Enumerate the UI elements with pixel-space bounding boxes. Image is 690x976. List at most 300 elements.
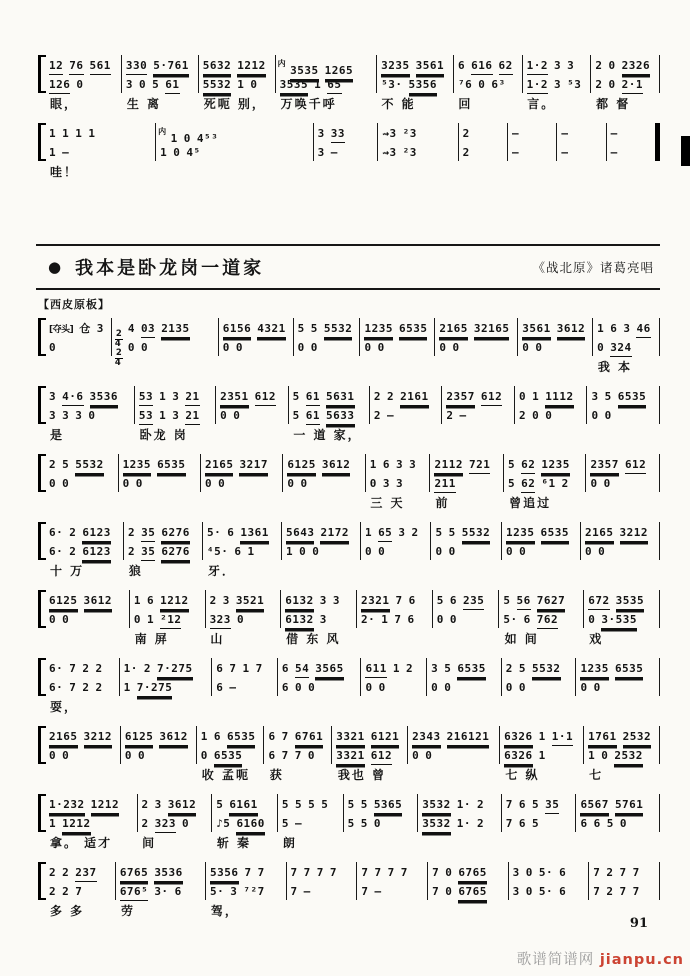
- note-token: 0: [88, 409, 96, 422]
- note-token: 6: [593, 817, 601, 830]
- lyrics-cell: 收 孟呃: [201, 768, 250, 782]
- note-token: 6326: [504, 747, 533, 765]
- note-token: 6: [268, 730, 276, 743]
- note-token: 3: [554, 59, 562, 72]
- note-token: 6: [523, 613, 531, 626]
- note-token: 1265: [325, 62, 354, 80]
- inline-annotation: 内: [277, 59, 287, 68]
- note-token: 2321: [361, 592, 390, 610]
- measure: [587, 386, 660, 424]
- measure: [459, 123, 508, 161]
- system-body: [45, 794, 660, 849]
- note-token: 6160: [236, 815, 265, 833]
- note-token: 0: [312, 545, 320, 558]
- note-token: 3: [154, 798, 162, 811]
- measure: [212, 794, 278, 832]
- note-token: 5: [518, 662, 527, 675]
- voice1-measure: [46, 726, 119, 745]
- voice1-measure: [123, 55, 197, 74]
- lyrics-cell: 拿。 适才: [50, 836, 113, 850]
- lyrics-cell: [357, 900, 428, 917]
- note-token: 7: [374, 866, 382, 879]
- lyrics-cell: [357, 628, 433, 645]
- system-bracket-icon: [36, 55, 45, 93]
- note-token: 6: [213, 730, 221, 743]
- voice2-measure: [46, 337, 110, 356]
- voice2-measure: [500, 609, 582, 628]
- note-token: 5: [444, 662, 452, 675]
- note-token: 6326: [504, 728, 533, 746]
- measure: [264, 726, 332, 764]
- note-token: 762: [537, 611, 558, 629]
- note-token: 3: [431, 662, 439, 675]
- watermark-link[interactable]: jianpu.cn: [599, 952, 684, 968]
- note-token: 7: [257, 866, 265, 879]
- note-token: 0: [76, 78, 84, 91]
- note-token: —: [561, 127, 569, 140]
- note-token: 3535: [280, 76, 309, 94]
- voice2-measure: [503, 677, 575, 696]
- page-number: 91: [629, 916, 648, 931]
- note-token: 6: [580, 817, 588, 830]
- note-token: 7·275: [157, 660, 193, 678]
- lyrics-cell: [581, 560, 660, 577]
- voice1-measure: [443, 386, 513, 405]
- note-token: 7: [69, 681, 77, 694]
- voice-rows: [45, 590, 660, 628]
- measure: [289, 386, 370, 424]
- note-token: 7: [505, 817, 513, 830]
- note-token: 4·6: [62, 388, 83, 406]
- note-token: 126: [49, 76, 70, 94]
- note-token: 2165: [439, 320, 468, 338]
- note-token: 5: [532, 817, 540, 830]
- note-token: 6: [610, 322, 618, 335]
- note-token: 0: [378, 545, 386, 558]
- lyrics-cell: [156, 161, 312, 178]
- note-token: 3536: [90, 388, 119, 406]
- measure: [344, 794, 419, 832]
- voice2-measure: [121, 677, 211, 696]
- measure: [523, 55, 592, 93]
- note-token: 7: [281, 749, 289, 762]
- note-token: 616: [471, 57, 492, 75]
- voice2-measure: [590, 881, 658, 900]
- note-token: 7: [290, 885, 298, 898]
- note-token: 0: [49, 477, 57, 490]
- lyrics-cell: [282, 560, 361, 577]
- note-token: 2: [62, 885, 70, 898]
- song-music-section: [36, 318, 660, 930]
- note-token: 6535: [214, 747, 243, 765]
- note-token: 仓: [79, 322, 91, 335]
- note-token: 3: [222, 594, 230, 607]
- note-token: 611: [365, 660, 386, 678]
- voice1-measure: [505, 454, 584, 473]
- note-token: 21: [185, 407, 199, 425]
- lyrics-cell: [502, 560, 581, 577]
- note-token: 2: [476, 817, 485, 830]
- voice2-measure: [315, 142, 377, 161]
- note-token: 0: [135, 477, 143, 490]
- note-token: —: [229, 681, 237, 694]
- voice1-measure: [503, 522, 579, 541]
- note-token: 5: [503, 594, 511, 607]
- voice2-measure: [288, 881, 356, 900]
- note-token: 1: [49, 127, 57, 140]
- voice2-measure: [587, 473, 658, 492]
- note-token: 6·: [49, 545, 64, 558]
- note-token: 3: [49, 409, 57, 422]
- note-token: 0: [369, 477, 377, 490]
- voice1-measure: [117, 862, 204, 881]
- note-token: 6: [216, 681, 224, 694]
- note-token: 0: [235, 341, 243, 354]
- section-label: [夺头]: [49, 325, 74, 335]
- note-token: 3217: [239, 456, 268, 474]
- tempo-tag: 【西皮原板】: [38, 298, 110, 311]
- measure: [314, 123, 379, 161]
- note-token: 1: [49, 146, 57, 159]
- note-token: 5: [360, 817, 368, 830]
- voice1-measure: [434, 590, 498, 609]
- voice2-measure: [588, 405, 658, 424]
- note-token: 5: [360, 798, 368, 811]
- voice2-measure: [157, 142, 311, 161]
- note-token: 21: [185, 388, 199, 406]
- note-token: 62: [521, 475, 535, 493]
- voice1-measure: [503, 658, 575, 677]
- voice2-measure: [136, 405, 214, 424]
- lyrics-cell: 不 能: [381, 97, 416, 111]
- note-token: 0: [522, 341, 530, 354]
- voice2-measure: [123, 74, 197, 93]
- note-token: 0: [593, 681, 601, 694]
- note-token: 6³: [491, 78, 506, 91]
- lyrics-row: [45, 492, 660, 509]
- voice1-measure: [288, 862, 356, 881]
- lyrics-cell: 牙．: [207, 564, 236, 578]
- voice2-measure: [279, 813, 342, 832]
- note-token: 7: [255, 662, 263, 675]
- note-token: 5: [347, 798, 355, 811]
- voice2-measure: [434, 609, 498, 628]
- note-token: 7: [316, 866, 324, 879]
- note-token: 3·: [154, 885, 169, 898]
- note-token: 6: [407, 613, 415, 626]
- note-token: 61: [306, 388, 320, 406]
- voice2-measure: [419, 813, 500, 832]
- note-token: 676⁵: [120, 883, 149, 901]
- measure: [581, 522, 660, 560]
- note-token: 2: [141, 798, 149, 811]
- note-token: 0: [431, 681, 439, 694]
- voice2-measure: [432, 541, 500, 560]
- note-token: ⇝3: [382, 127, 397, 140]
- voice2-measure: [362, 677, 425, 696]
- system-body: [45, 454, 660, 509]
- voice1-measure: [283, 522, 359, 541]
- lyrics-cell: 如 间: [504, 632, 539, 646]
- voice1-measure: [429, 862, 507, 881]
- note-token: 5·: [503, 613, 518, 626]
- system-bracket-icon: [36, 123, 45, 161]
- voice1-measure: [409, 726, 498, 745]
- note-token: 1·2: [527, 76, 548, 94]
- measure: [203, 522, 282, 560]
- note-token: 53: [139, 388, 153, 406]
- voice2-measure: [608, 142, 654, 161]
- voice2-measure: [436, 337, 516, 356]
- note-token: 6: [408, 594, 416, 607]
- measure: [502, 522, 581, 560]
- lyrics-cell: 朗: [282, 836, 297, 850]
- voice2-measure: [503, 813, 575, 832]
- note-token: 5: [508, 458, 516, 471]
- lyrics-cell: 生 离: [126, 97, 162, 111]
- measure: [378, 123, 458, 161]
- note-token: 0: [436, 613, 444, 626]
- note-token: —: [330, 146, 338, 159]
- note-token: 0: [597, 341, 605, 354]
- note-token: 3: [512, 885, 520, 898]
- note-token: 0: [506, 545, 514, 558]
- note-token: 3: [96, 322, 104, 335]
- note-token: 1: [123, 681, 131, 694]
- voice2-measure: [592, 74, 658, 93]
- note-token: 7: [387, 866, 395, 879]
- note-token: 2: [405, 662, 414, 675]
- note-token: 5: [508, 477, 516, 490]
- note-token: 4⁵³: [196, 132, 219, 145]
- voice2-measure: [358, 609, 431, 628]
- note-token: 0: [439, 341, 447, 354]
- note-token: 3532: [422, 796, 451, 814]
- voice1-measure: [592, 55, 658, 74]
- lyrics-row: [45, 832, 660, 849]
- note-token: 1112: [545, 388, 574, 406]
- voice1-measure: [315, 123, 377, 142]
- voice1-measure: [207, 590, 280, 609]
- note-token: 0: [364, 341, 372, 354]
- note-token: 7: [619, 866, 627, 879]
- note-token: 5: [606, 817, 614, 830]
- note-token: 0: [365, 681, 373, 694]
- lyrics-cell: [586, 492, 660, 509]
- measure: [366, 454, 431, 492]
- voice1-measure: [46, 794, 136, 813]
- voice1-measure: [608, 123, 654, 142]
- note-token: 6535: [618, 388, 647, 406]
- note-token: 7627: [537, 592, 566, 610]
- note-token: 5·761: [153, 57, 189, 75]
- voice1-measure: [588, 386, 658, 405]
- note-token: 0: [601, 749, 609, 762]
- music-system: [36, 55, 660, 110]
- note-token: 5: [321, 798, 329, 811]
- lyrics-cell: 耍，: [50, 700, 79, 714]
- lyrics-cell: [369, 424, 442, 441]
- note-token: 1: [75, 127, 83, 140]
- note-token: 6156: [223, 320, 252, 338]
- voice2-measure: [277, 74, 376, 93]
- note-token: 7: [361, 866, 369, 879]
- voice1-measure: [46, 590, 128, 609]
- lyrics-row: [45, 424, 660, 441]
- note-token: 7: [505, 798, 513, 811]
- note-token: 1: [538, 749, 546, 762]
- measure: [430, 454, 504, 492]
- voice2-measure: [582, 541, 658, 560]
- lyrics-cell: [502, 696, 577, 713]
- note-token: 5·: [538, 866, 554, 879]
- note-token: 0: [519, 545, 527, 558]
- system-bracket-icon: [36, 862, 45, 900]
- measure: [357, 590, 433, 628]
- voice1-measure: [284, 454, 363, 473]
- note-token: 0: [287, 477, 295, 490]
- voice1-measure: [295, 318, 359, 337]
- voice1-measure: [378, 55, 452, 74]
- note-token: 5632: [203, 57, 232, 75]
- note-token: 6: [281, 662, 289, 675]
- note-token: 612: [481, 388, 502, 406]
- note-token: 0: [300, 477, 308, 490]
- note-token: 1235: [364, 320, 393, 338]
- note-token: 0: [250, 78, 258, 91]
- lyrics-cell: 前: [435, 496, 450, 510]
- voice1-measure: [282, 590, 355, 609]
- note-token: 1: [588, 749, 596, 762]
- lyrics-cell: [518, 356, 593, 373]
- lyrics-cell: 死呃 别，: [203, 97, 266, 111]
- note-token: 7: [395, 594, 403, 607]
- note-token: 0: [62, 477, 70, 490]
- voice2-measure: [125, 541, 201, 560]
- measure: [206, 590, 282, 628]
- music-system: [36, 726, 660, 781]
- lyrics-cell: [587, 424, 660, 441]
- voice1-measure: [200, 55, 274, 74]
- lyrics-cell: [378, 161, 459, 178]
- note-token: 1: [285, 545, 294, 558]
- measure: [515, 386, 588, 424]
- note-token: 216121: [447, 728, 490, 746]
- note-token: 2: [595, 59, 603, 72]
- note-token: 6121: [371, 728, 400, 746]
- voice2-measure: [362, 541, 430, 560]
- voice-rows: [45, 862, 660, 900]
- lyrics-cell: [577, 696, 660, 713]
- voice1-measure: [277, 55, 376, 77]
- measure: [45, 862, 116, 900]
- note-token: 7: [632, 885, 640, 898]
- note-token: 7: [294, 749, 302, 762]
- note-token: 7: [593, 866, 601, 879]
- note-token: 3: [382, 477, 390, 490]
- voice-rows: [45, 386, 660, 424]
- note-token: 5: [62, 458, 70, 471]
- note-token: 1·: [123, 662, 138, 675]
- lyrics-cell: 多 多: [50, 904, 85, 918]
- note-token: 6: [559, 885, 567, 898]
- voice1-measure: [577, 658, 658, 677]
- note-token: 6: [449, 594, 458, 607]
- note-token: 3: [230, 885, 238, 898]
- note-token: 1235: [580, 660, 609, 678]
- note-token: 561: [90, 57, 111, 75]
- voice1-measure: [503, 794, 575, 813]
- voice2-measure: [443, 405, 513, 424]
- note-token: 2357: [590, 456, 619, 474]
- voice-rows: [45, 658, 660, 696]
- voice2-measure: [113, 337, 217, 368]
- note-token: 0: [598, 545, 606, 558]
- note-token: 0: [505, 681, 513, 694]
- note-token: 0: [204, 477, 213, 490]
- voice2-measure: [284, 473, 363, 492]
- note-token: 0: [452, 341, 460, 354]
- lyrics-cell: [45, 356, 112, 373]
- page-edge-mark: [681, 136, 690, 166]
- voice1-measure: [587, 454, 658, 473]
- note-token: 5: [604, 390, 612, 403]
- note-token: 0: [297, 341, 305, 354]
- note-token: 6·: [49, 526, 64, 539]
- measure: [584, 726, 660, 764]
- lyrics-cell: [45, 764, 121, 781]
- note-token: 6535: [227, 728, 256, 746]
- voice2-measure: [46, 609, 128, 628]
- voice2-measure: [139, 813, 211, 832]
- note-token: 1761: [588, 728, 617, 746]
- lyrics-cell: [120, 696, 212, 713]
- lyrics-cell: 驾，: [210, 904, 239, 918]
- note-token: 6·: [49, 681, 64, 694]
- lyrics-cell: 间: [142, 836, 157, 850]
- voice2-measure: [501, 745, 582, 764]
- note-token: 5: [292, 390, 300, 403]
- note-token: 0: [444, 681, 452, 694]
- measure: [502, 794, 577, 832]
- note-token: 1: [200, 730, 208, 743]
- note-token: 0: [435, 545, 443, 558]
- note-token: 7: [361, 885, 369, 898]
- lyrics-cell: [201, 492, 283, 509]
- note-token: 3: [317, 146, 325, 159]
- note-token: 1: [49, 817, 57, 830]
- note-token: —: [459, 409, 467, 422]
- voice1-measure: [157, 123, 311, 145]
- lyrics-cell: [278, 696, 361, 713]
- voice1-measure: [265, 726, 330, 745]
- note-token: 1361: [240, 524, 269, 542]
- measure: [589, 862, 660, 900]
- measure: [219, 318, 294, 356]
- voice2-measure: [204, 541, 280, 560]
- music-system: [36, 386, 660, 441]
- note-token: 3: [319, 613, 327, 626]
- note-token: 6132: [285, 592, 314, 610]
- lyrics-cell: [212, 696, 278, 713]
- lyrics-cell: 眼，: [50, 97, 79, 111]
- note-token: 2: [95, 662, 103, 675]
- note-token: 6: [458, 59, 466, 72]
- voice2-measure: [585, 609, 658, 628]
- note-token: ⁷6: [458, 78, 473, 91]
- measure: [454, 55, 523, 93]
- note-token: 5: [347, 817, 355, 830]
